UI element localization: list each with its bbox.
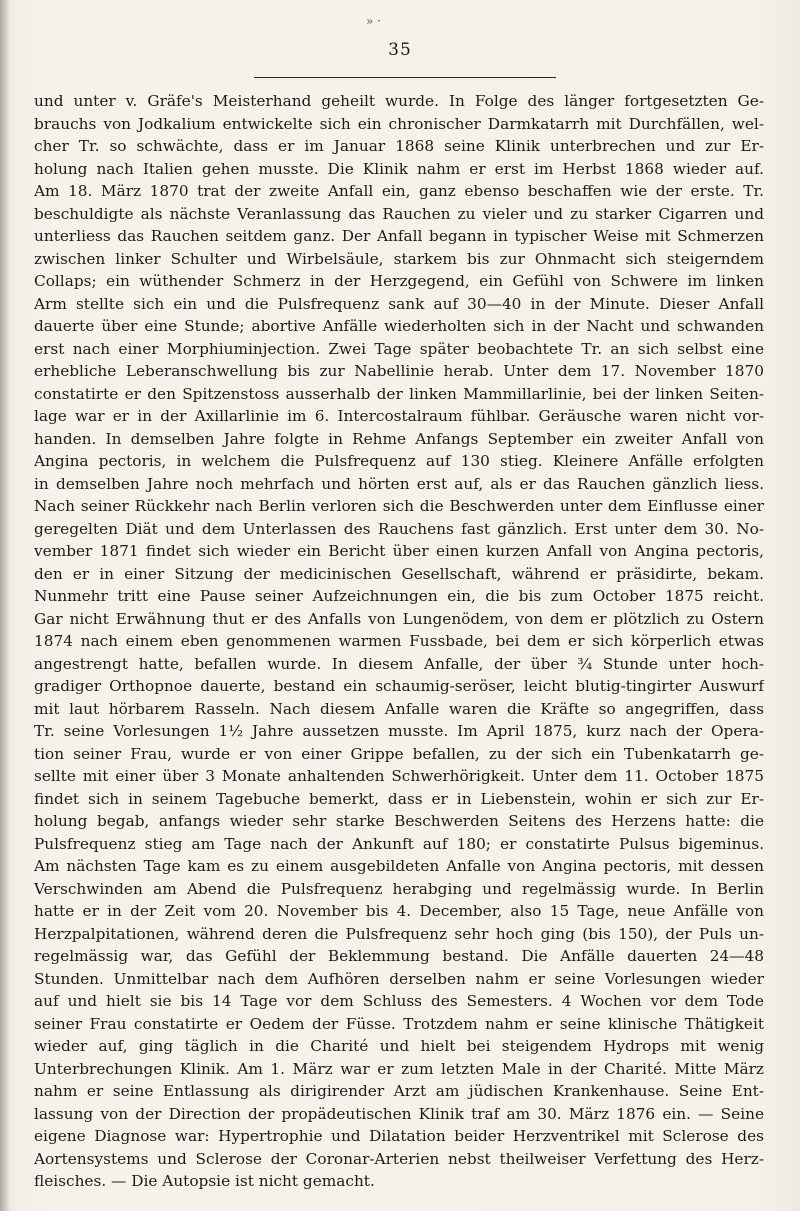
text-line: erhebliche Leberanschwellung bis zur Nabellinie herab. Unter dem 17. November 1870 bbox=[34, 362, 764, 380]
text-line: brauchs von Jodkalium entwickelte sich ein chronischer Darmkatarrh mit Durchfällen, wel- bbox=[34, 114, 764, 133]
text-line: Angina pectoris, in welchem die Pulsfrequenz auf 130 stieg. Kleinere Anfälle erfolgten bbox=[34, 452, 764, 470]
text-line: Am nächsten Tage kam es zu einem ausgebildeten Anfalle von Angina pectoris, mit dessen bbox=[34, 857, 764, 875]
text-line: mit laut hörbarem Rasseln. Nach diesem Anfalle waren die Kräfte so angegriffen, dass bbox=[34, 699, 764, 718]
text-line: lage war er in der Axillarlinie im 6. Intercostalraum fühlbar. Geräusche waren nicht vor- bbox=[34, 407, 764, 425]
text-line: Nunmehr tritt eine Pause seiner Aufzeichnungen ein, die bis zum October 1875 reicht. bbox=[34, 587, 764, 605]
text-line: in demselben Jahre noch mehrfach und hörten erst auf, als er das Rauchen gänzlich liess. bbox=[34, 474, 764, 493]
text-line: gradiger Orthopnoe dauerte, bestand ein schaumig-seröser, leicht blutig-tingirter Auswurf bbox=[34, 677, 764, 695]
text-line: beschuldigte als nächste Veranlassung das Rauchen zu vieler und zu starker Cigarren und bbox=[34, 204, 764, 223]
page-number: 35 bbox=[388, 40, 412, 60]
text-line: hatte er in der Zeit vom 20. November bis 4. December, also 15 Tage, neue Anfälle von bbox=[34, 902, 764, 920]
text-line: und unter v. Gräfe's Meisterhand geheilt wurde. In Folge des länger fortgesetzten Ge- bbox=[34, 92, 764, 110]
text-line: unterliess das Rauchen seitdem ganz. Der Anfall begann in typischer Weise mit Schmerzen bbox=[34, 227, 764, 245]
text-line: constatirte er den Spitzenstoss ausserhalb der linken Mammillarlinie, bei der linken Seiten- bbox=[34, 384, 764, 403]
top-margin-mark: » · bbox=[366, 14, 381, 28]
text-line: Pulsfrequenz stieg am Tage nach der Ankunft auf 180; er constatirte Pulsus bigeminus. bbox=[34, 834, 764, 853]
body-paragraph bbox=[34, 90, 764, 1193]
text-line: tion seiner Frau, wurde er von einer Grippe befallen, zu der sich ein Tubenkatarrh ge- bbox=[34, 744, 764, 763]
text-line: vember 1871 findet sich wieder ein Bericht über einen kurzen Anfall von Angina pectoris, bbox=[34, 542, 764, 560]
text-line: holung nach Italien gehen musste. Die Klinik nahm er erst im Herbst 1868 wieder auf. bbox=[34, 159, 764, 178]
text-line: erst nach einer Morphiuminjection. Zwei Tage später beobachtete Tr. an sich selbst eine bbox=[34, 339, 764, 358]
text-line: 1874 nach einem eben genommenen warmen Fussbade, bei dem er sich körperlich etwas bbox=[34, 632, 764, 650]
text-line: Aortensystems und Sclerose der Coronar-Arterien nebst theilweiser Verfettung des Herz- bbox=[34, 1149, 764, 1168]
text-line: holung begab, anfangs wieder sehr starke Beschwerden Seitens des Herzens hatte: die bbox=[34, 812, 764, 830]
text-line: wieder auf, ging täglich in die Charité und hielt bei steigendem Hydrops mit wenig bbox=[34, 1037, 764, 1055]
text-line: geregelten Diät und dem Unterlassen des Rauchens fast gänzlich. Erst unter dem 30. No- bbox=[34, 519, 764, 538]
text-line: Unterbrechungen Klinik. Am 1. März war er zum letzten Male in der Charité. Mitte März bbox=[34, 1059, 764, 1078]
text-line: Arm stellte sich ein und die Pulsfrequenz sank auf 30—40 in der Minute. Dieser Anfall bbox=[34, 294, 764, 313]
text-line: dauerte über eine Stunde; abortive Anfälle wiederholten sich in der Nacht und schwanden bbox=[34, 317, 764, 335]
text-line: den er in einer Sitzung der medicinischen Gesellschaft, während er präsidirte, bekam. bbox=[34, 564, 764, 583]
text-line: handen. In demselben Jahre folgte in Rehme Anfangs September ein zweiter Anfall von bbox=[34, 429, 764, 448]
text-line: Herzpalpitationen, während deren die Pulsfrequenz sehr hoch ging (bis 150), der Puls un- bbox=[34, 924, 764, 943]
text-line: Gar nicht Erwähnung thut er des Anfalls von Lungenödem, von dem er plötzlich zu Ostern bbox=[34, 609, 764, 628]
text-line: angestrengt hatte, befallen wurde. In diesem Anfalle, der über ¾ Stunde unter hoch- bbox=[34, 654, 764, 673]
text-line-final: fleisches. — Die Autopsie ist nicht gemacht. bbox=[34, 1172, 375, 1190]
text-line: findet sich in seinem Tagebuche bemerkt, dass er in Liebenstein, wohin er sich zur Er- bbox=[34, 789, 764, 808]
bottom-margin bbox=[0, 1150, 800, 1211]
text-line: eigene Diagnose war: Hypertrophie und Dilatation beider Herzventrikel mit Sclerose des bbox=[34, 1127, 764, 1145]
text-line: zwischen linker Schulter und Wirbelsäule, starkem bis zur Ohnmacht sich steigerndem bbox=[34, 249, 764, 268]
text-line: Am 18. März 1870 trat der zweite Anfall ein, ganz ebenso beschaffen wie der erste. Tr. bbox=[34, 182, 764, 200]
text-line: sellte mit einer über 3 Monate anhaltenden Schwerhörigkeit. Unter dem 11. October 1875 bbox=[34, 767, 764, 785]
text-line: nahm er seine Entlassung als dirigirender Arzt am jüdischen Krankenhause. Seine Ent- bbox=[34, 1082, 764, 1100]
text-line: Nach seiner Rückkehr nach Berlin verloren sich die Beschwerden unter dem Einflusse einer bbox=[34, 497, 764, 515]
text-line: Verschwinden am Abend die Pulsfrequenz herabging und regelmässig wurde. In Berlin bbox=[34, 879, 764, 898]
text-line: Stunden. Unmittelbar nach dem Aufhören derselben nahm er seine Vorlesungen wieder bbox=[34, 969, 764, 988]
text-line: auf und hielt sie bis 14 Tage vor dem Schluss des Semesters. 4 Wochen vor dem Tode bbox=[34, 992, 764, 1010]
page-binding-shadow bbox=[0, 0, 10, 1211]
text-line: cher Tr. so schwächte, dass er im Januar 1868 seine Klinik unterbrechen und zur Er- bbox=[34, 137, 764, 155]
text-line: regelmässig war, das Gefühl der Beklemmung bestand. Die Anfälle dauerten 24—48 bbox=[34, 947, 764, 965]
text-line: Collaps; ein wüthender Schmerz in der Herzgegend, ein Gefühl von Schwere im linken bbox=[34, 272, 764, 290]
text-line: seiner Frau constatirte er Oedem der Füsse. Trotzdem nahm er seine klinische Thätigkeit bbox=[34, 1014, 764, 1033]
text-line: Tr. seine Vorlesungen 1½ Jahre aussetzen musste. Im April 1875, kurz nach der Opera- bbox=[34, 722, 764, 740]
header-rule bbox=[254, 77, 556, 78]
text-line: lassung von der Direction der propädeutischen Klinik traf am 30. März 1876 ein. — Seine bbox=[34, 1104, 764, 1123]
